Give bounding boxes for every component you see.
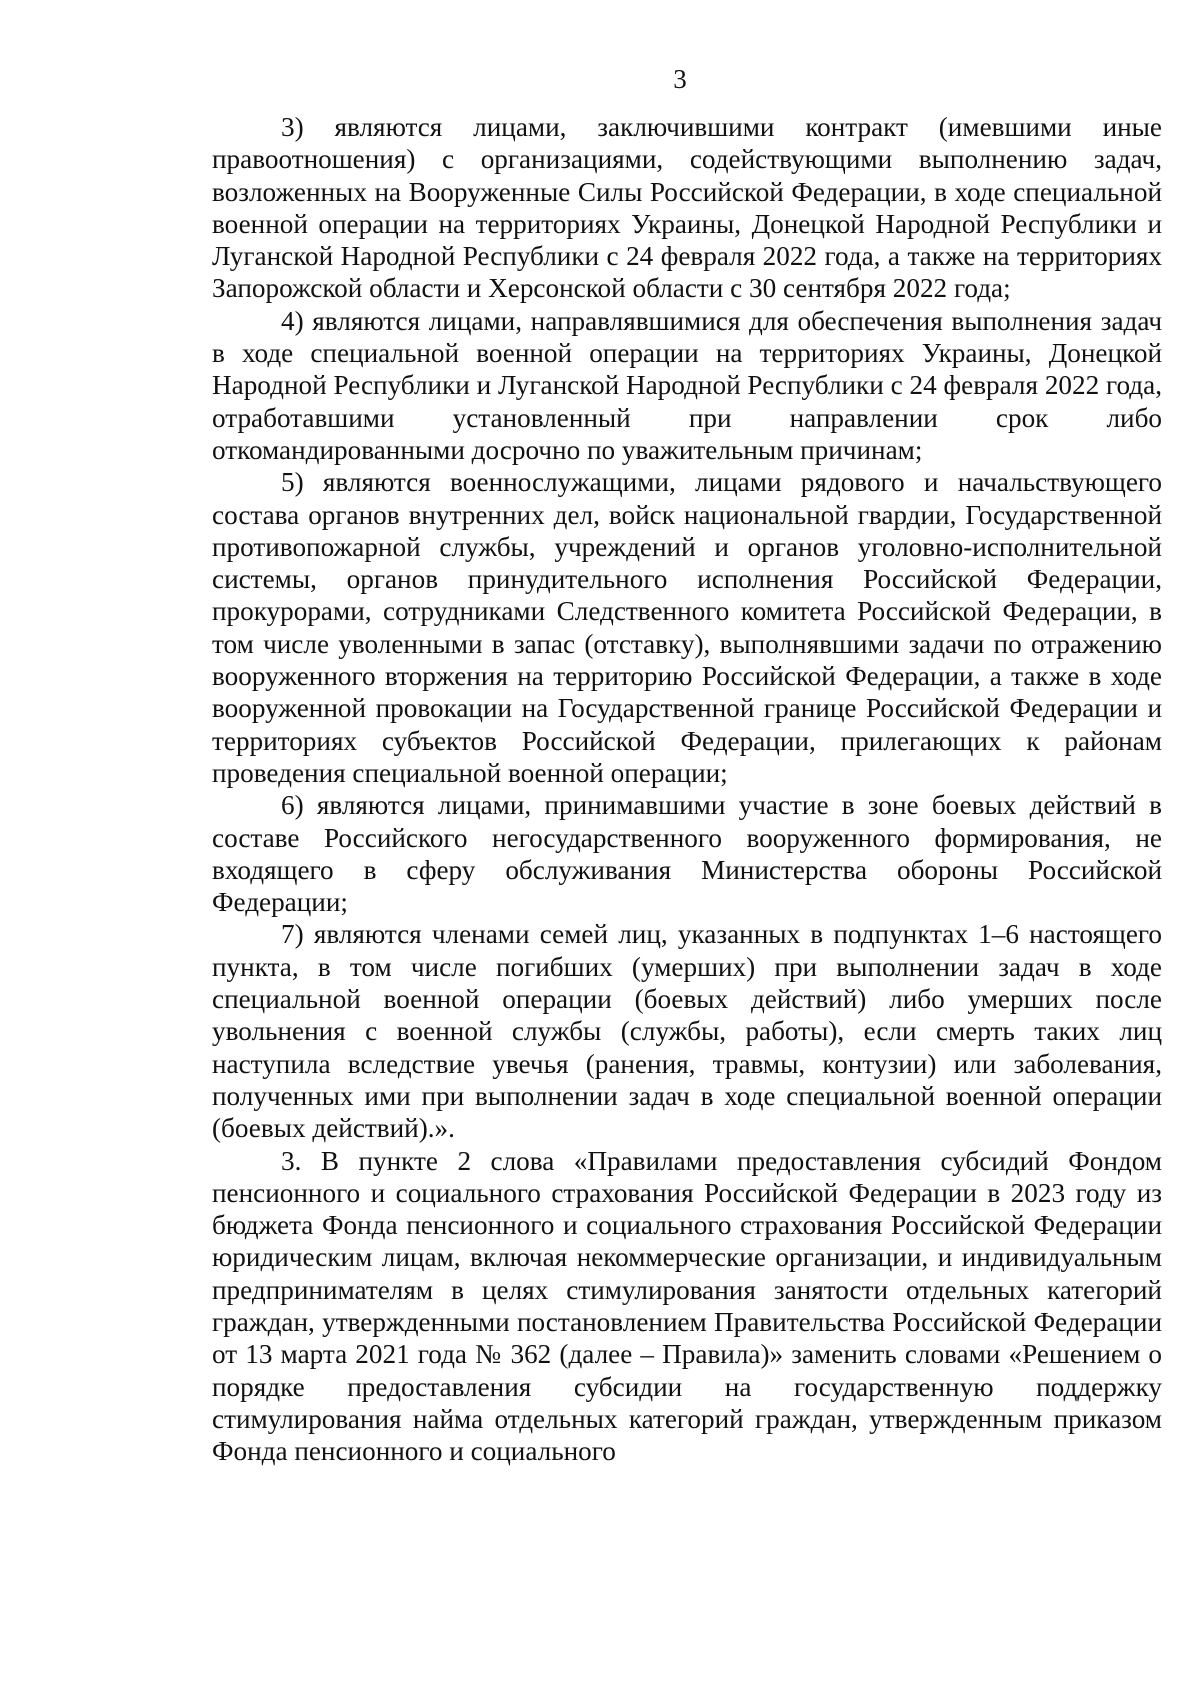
paragraph-point-3: 3. В пункте 2 слова «Правилами предоставления субсидий Фондом пенсионного и социального страхования Российской Федерации в 2023 году из бюджета Фонда пенсионного и социального страхования Российской Федерации юридическим лицам, включая некоммерческие организации, и индивидуальным предпринимателям в целях стимулирования занятости отдельных категорий граждан, утвержденными постановлением Правительства Российской Федерации от 13 марта 2021 года № 362 (далее – Правила)» заменить словами «Решением о порядке предоставления субсидии на государственную поддержку стимулирования найма отдельных категорий граждан, утвержденным приказом Фонда пенсионного и социального xyxy=(212,1145,1162,1467)
paragraph-item-6: 6) являются лицами, принимавшими участие в зоне боевых действий в составе Российского негосударственного вооруженного формирования, не входящего в сферу обслуживания Министерства обороны Российской Федерации; xyxy=(212,790,1162,918)
paragraph-item-5: 5) являются военнослужащими, лицами рядового и начальствующего состава органов внутренних дел, войск национальной гвардии, Государственной противопожарной службы, учреждений и органов уголовно-исполнительной системы, органов принудительного исполнения Российской Федерации, прокурорами, сотрудниками Следственного комитета Российской Федерации, в том числе уволенными в запас (отставку), выполнявшими задачи по отражению вооруженного вторжения на территорию Российской Федерации, а также в ходе вооруженной провокации на Государственной границе Российской Федерации и территориях субъектов Российской Федерации, прилегающих к районам проведения специальной военной операции; xyxy=(212,467,1162,788)
paragraph-item-3: 3) являются лицами, заключившими контракт (имевшими иные правоотношения) с организациями, содействующими выполнению задач, возложенных на Вооруженные Силы Российской Федерации, в ходе специальной военной операции на территориях Украины, Донецкой Народной Республики и Луганской Народной Республики с 24 февраля 2022 года, а также на территориях Запорожской области и Херсонской области с 30 сентября 2022 года; xyxy=(212,112,1162,304)
paragraph-item-4: 4) являются лицами, направлявшимися для обеспечения выполнения задач в ходе специальной военной операции на территориях Украины, Донецкой Народной Республики и Луганской Народной Республики с 24 февраля 2022 года, отработавшими установленный при направлении срок либо откомандированными досрочно по уважительным причинам; xyxy=(212,305,1162,465)
paragraph-item-7: 7) являются членами семей лиц, указанных в подпунктах 1–6 настоящего пункта, в том числе погибших (умерших) при выполнении задач в ходе специальной военной операции (боевых действий) либо умерших после увольнения с военной службы (службы, работы), если смерть таких лиц наступила вследствие увечья (ранения, травмы, контузии) или заболевания, полученных ими при выполнении задач в ходе специальной военной операции (боевых действий).». xyxy=(212,919,1162,1144)
page-number: 3 xyxy=(673,64,687,94)
document-body xyxy=(212,111,1162,1467)
